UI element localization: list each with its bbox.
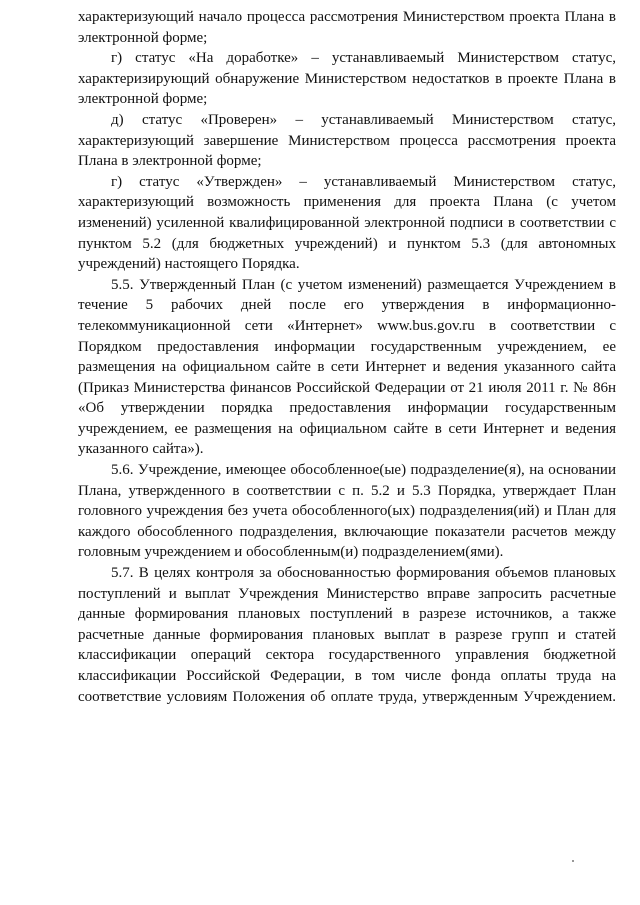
text-line: (Приказ Министерства финансов Российской Федерации от 21 июля 2011 г. № 86н — [78, 379, 616, 396]
document-page — [78, 7, 616, 707]
paragraph-p-5-6 — [78, 460, 616, 563]
paragraph-p-g-2 — [78, 172, 616, 275]
text-line: соответствие условиям Положения об оплате труда, утвержденным Учреждением. — [78, 688, 616, 705]
text-line: классификации Российской Федерации, в том числе фонда оплаты труда на — [78, 668, 616, 684]
text-line: головного учреждения без учета обособленного(ых) подразделения(ий) и План для — [78, 503, 616, 520]
text-line: 5.6. Учреждение, имеющее обособленное(ые) подразделение(я), на основании — [111, 462, 616, 479]
paragraph-p-d — [78, 110, 616, 172]
text-line: каждого обособленного подразделения, включающие показатели расчетов между — [78, 523, 616, 540]
text-line: размещения на официальном сайте в сети Интернет и ведения указанного сайта — [78, 359, 616, 376]
text-line: поступлений и выплат Учреждения Министерство вправе запросить расчетные — [78, 585, 616, 602]
text-line: «Об утверждении порядка предоставления информации государственным — [78, 400, 616, 417]
document-body — [78, 7, 616, 707]
text-line: пунктом 5.2 (для бюджетных учреждений) и пунктом 5.3 (для автономных — [78, 235, 616, 252]
text-line: Порядком предоставления информации государственным учреждением, ее — [78, 338, 616, 355]
text-line: 5.5. Утвержденный План (с учетом изменений) размещается Учреждением в — [111, 276, 616, 293]
text-line: учреждением, ее размещения на официальном сайте в сети Интернет и ведения — [78, 420, 616, 437]
text-line: изменений) усиленной квалифицированной электронной подписи в соответствии с — [78, 214, 616, 231]
text-line: 5.7. В целях контроля за обоснованностью формирования объемов плановых — [111, 565, 616, 582]
paragraph-p-5-5 — [78, 275, 616, 460]
text-line: г) статус «Утвержден» – устанавливаемый Министерством статус, — [111, 173, 616, 190]
text-line: характеризующий возможность применения для проекта Плана (с учетом — [78, 194, 616, 211]
text-line: электронной форме; — [78, 29, 208, 46]
text-line: д) статус «Проверен» – устанавливаемый Министерством статус, — [111, 111, 616, 128]
text-line: характеризующий начало процесса рассмотрения Министерством проекта Плана в — [78, 9, 616, 25]
scan-speck — [572, 860, 574, 862]
text-line: электронной форме; — [78, 91, 208, 108]
text-line: телекоммуникационной сети «Интернет» www.bus.gov.ru в соответствии с — [78, 317, 616, 334]
text-line: классификации операций сектора государственного управления бюджетной — [78, 647, 616, 664]
text-line: характеризующий завершение Министерством процесса рассмотрения проекта — [78, 132, 616, 149]
text-line: течение 5 рабочих дней после его утверждения в информационно- — [78, 297, 616, 314]
text-line: головным учреждением и обособленным(и) подразделением(ями). — [78, 544, 504, 561]
text-line: Плана в электронной форме; — [78, 153, 262, 170]
text-line: характеризирующий обнаружение Министерством недостатков в проекте Плана в — [78, 70, 616, 87]
text-line: учреждений) настоящего Порядка. — [78, 256, 300, 273]
text-line: указанного сайта»). — [78, 441, 204, 458]
paragraph-p-g-1 — [78, 48, 616, 110]
text-line: расчетные данные формирования плановых выплат в разрезе групп и статей — [78, 626, 616, 643]
paragraph-p-5-7 — [78, 563, 616, 707]
paragraph-p-v-cont — [78, 7, 616, 48]
text-line: данные формирования плановых поступлений в разрезе источников, а также — [78, 606, 616, 623]
text-line: Плана, утвержденного в соответствии с п. 5.2 и 5.3 Порядка, утверждает План — [78, 482, 616, 499]
text-line: г) статус «На доработке» – устанавливаемый Министерством статус, — [111, 50, 616, 67]
